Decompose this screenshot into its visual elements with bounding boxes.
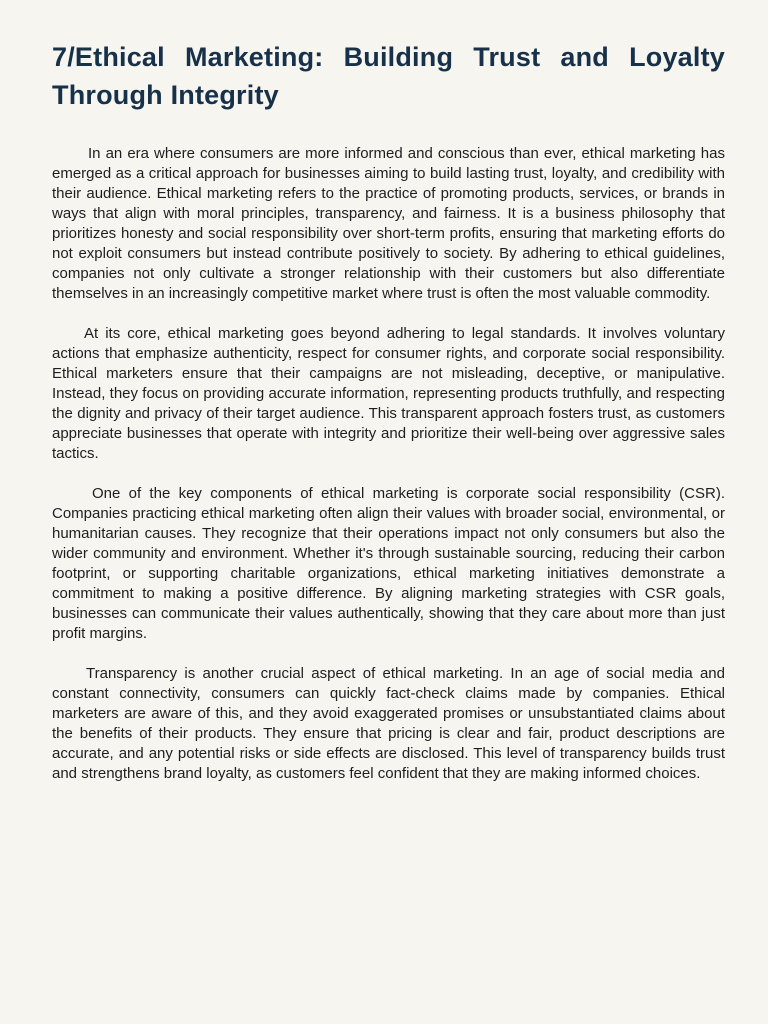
paragraph-core: At its core, ethical marketing goes beyond adhering to legal standards. It involves voluntary actions that emphasize authenticity, respect for consumer rights, and corporate social responsibility. Ethical marketers ensure that their campaigns are not misleading, deceptive, or manipulative. Instead, they focus on providing accurate information, representing products truthfully, and respecting the dignity and privacy of their target audience. This transparent approach fosters trust, as customers appreciate businesses that operate with integrity and prioritize their well-being over aggressive sales tactics. (52, 325, 725, 462)
paragraph-intro: In an era where consumers are more informed and conscious than ever, ethical marketing has emerged as a critical approach for businesses aiming to build lasting trust, loyalty, and credibility with their audience. Ethical marketing refers to the practice of promoting products, services, or brands in ways that align with moral principles, transparency, and fairness. It is a business philosophy that prioritizes honesty and social responsibility over short-term profits, ensuring that marketing efforts do not exploit consumers but instead contribute positively to society. By adhering to ethical guidelines, companies not only cultivate a stronger relationship with their customers but also differentiate themselves in an increasingly competitive market where trust is often the most valuable commodity. (52, 145, 725, 302)
article-body (52, 144, 725, 784)
paragraph-csr: One of the key components of ethical marketing is corporate social responsibility (CSR). Companies practicing ethical marketing often align their values with broader social, environmental, or humanitarian causes. They recognize that their operations impact not only consumers but also the wider community and environment. Whether it's through sustainable sourcing, reducing their carbon footprint, or supporting charitable organizations, ethical marketing initiatives demonstrate a commitment to making a positive difference. By aligning marketing strategies with CSR goals, businesses can communicate their values authentically, showing that they care about more than just profit margins. (52, 485, 725, 642)
document-page (52, 38, 725, 804)
page-title: 7/Ethical Marketing: Building Trust and Loyalty Through Integrity (52, 42, 725, 110)
paragraph-transparency: Transparency is another crucial aspect of ethical marketing. In an age of social media and constant connectivity, consumers can quickly fact-check claims made by companies. Ethical marketers are aware of this, and they avoid exaggerated promises or unsubstantiated claims about the benefits of their products. They ensure that pricing is clear and fair, product descriptions are accurate, and any potential risks or side effects are disclosed. This level of transparency builds trust and strengthens brand loyalty, as customers feel confident that they are making informed choices. (52, 665, 725, 782)
